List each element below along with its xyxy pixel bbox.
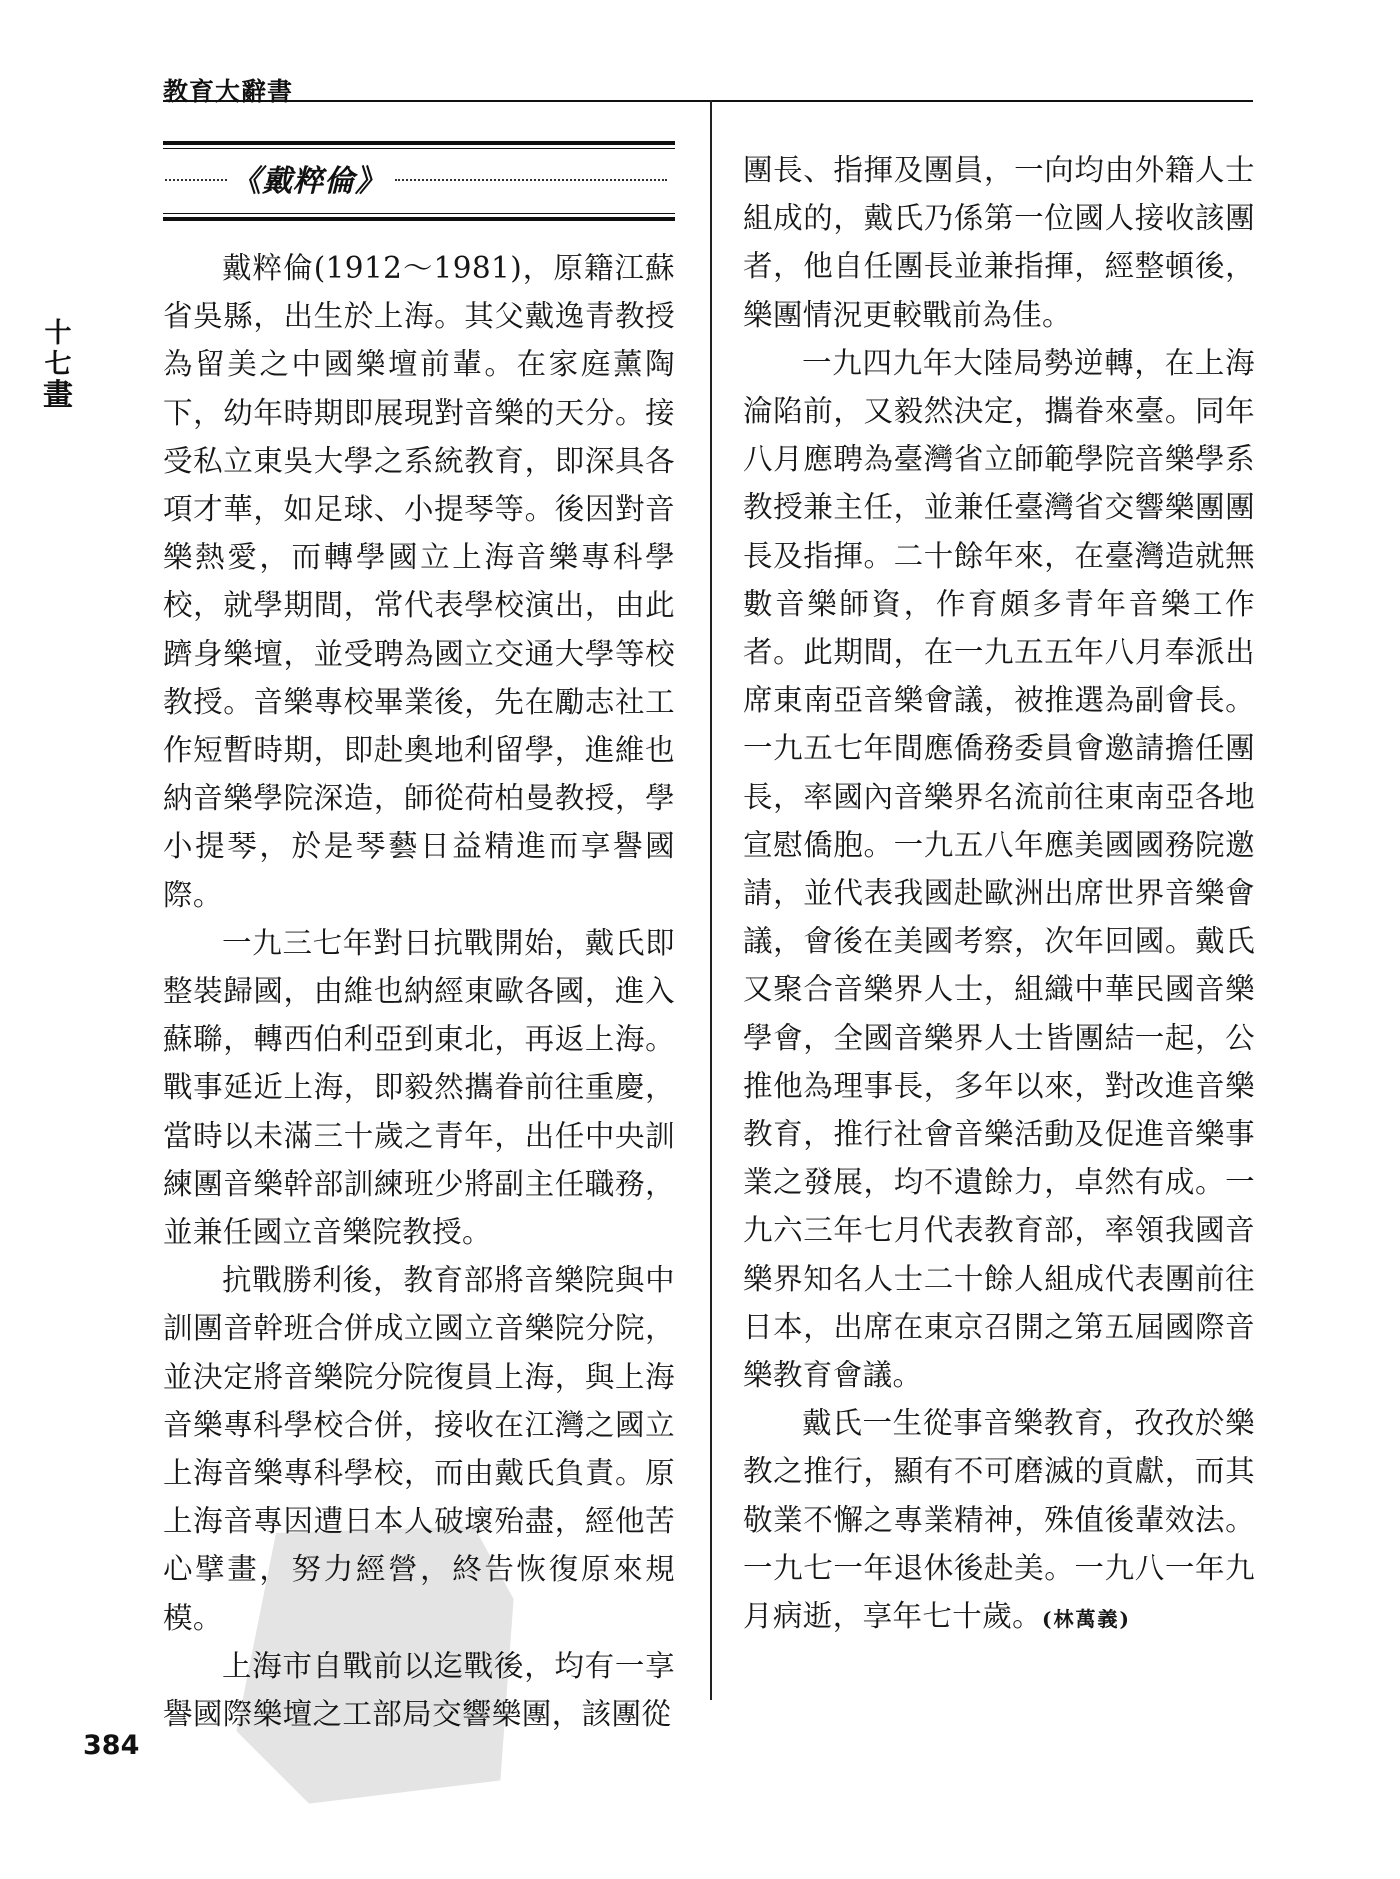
heading-rule [163, 141, 675, 145]
paragraph: 抗戰勝利後，教育部將音樂院與中訓團音幹班合併成立國立音樂院分院，並決定將音樂院分院復員上海，與上海音樂專科學校合併，接收在江灣之國立上海音樂專科學校，而由戴氏負責。原上海音專因遭日本人破壞殆盡，經他苦心擘畫，努力經營，終告恢復原來規模。 [163, 1263, 675, 1635]
paragraph: 一九三七年對日抗戰開始，戴氏即整裝歸國，由維也納經東歐各國，進入蘇聯，轉西伯利亞到東北，再返上海。戰事延近上海，即毅然攜眷前往重慶，當時以未滿三十歲之青年，出任中央訓練團音樂幹部訓練班少將副主任職務，並兼任國立音樂院教授。 [163, 925, 675, 1250]
stroke-tab-char: 畫 [43, 378, 73, 413]
stroke-tab-char: 七 [44, 349, 72, 380]
left-column [163, 244, 675, 1738]
stroke-tab-char: 十 [44, 318, 72, 349]
book-title: 教育大辭書 [163, 77, 294, 106]
entry-heading [163, 141, 675, 221]
column-divider [710, 100, 712, 1700]
heading-rule [163, 213, 675, 214]
heading-rule [163, 217, 675, 221]
paragraph [743, 1399, 1255, 1643]
paragraph: 上海市自戰前以迄戰後，均有一享譽國際樂壇之工部局交響樂團，該團從 [163, 1648, 675, 1732]
paragraph: 戴粹倫(1912～1981)，原籍江蘇省吳縣，出生於上海。其父戴逸青教授為留美之中國樂壇前輩。在家庭薰陶下，幼年時期即展現對音樂的天分。接受私立東吳大學之系統教育，即深具各項才華，如足球、小提琴等。後因對音樂熱愛，而轉學國立上海音樂專科學校，就學期間，常代表學校演出，由此躋身樂壇，並受聘為國立交通大學等校教授。音樂專校畢業後，先在勵志社工作短暫時期，即赴奧地利留學，進維也納音樂學院深造，師從荷柏曼教授，學小提琴，於是琴藝日益精進而享譽國際。 [163, 251, 675, 912]
header-rule [163, 100, 1253, 102]
right-column [743, 146, 1255, 1643]
page-number: 384 [83, 1730, 140, 1761]
paragraph: 一九四九年大陸局勢逆轉，在上海淪陷前，又毅然決定，攜眷來臺。同年八月應聘為臺灣省立師範學院音樂學系教授兼主任，並兼任臺灣省交響樂團團長及指揮。二十餘年來，在臺灣造就無數音樂師資，作育頗多青年音樂工作者。此期間，在一九五五年八月奉派出席東南亞音樂會議，被推選為副會長。一九五七年間應僑務委員會邀請擔任團長，率國內音樂界名流前往東南亞各地宣慰僑胞。一九五八年應美國國務院邀請，並代表我國赴歐洲出席世界音樂會議，會後在美國考察，次年回國。戴氏又聚合音樂界人士，組織中華民國音樂學會，全國音樂界人士皆團結一起，公推他為理事長，多年以來，對改進音樂教育，推行社會音樂活動及促進音樂事業之發展，均不遺餘力，卓然有成。一九六三年七月代表教育部，率領我國音樂界知名人士二十餘人組成代表團前往日本，出席在東京召開之第五屆國際音樂教育會議。 [743, 345, 1255, 1393]
heading-dots [395, 179, 667, 181]
author-signature: (林萬義) [1042, 1607, 1131, 1632]
stroke-count-tab [38, 318, 78, 411]
paragraph-text: 戴氏一生從事音樂教育，孜孜於樂教之推行，顯有不可磨滅的貢獻，而其敬業不懈之專業精神，殊值後輩效法。一九七一年退休後赴美。一九八一年九月病逝，享年七十歲。 [743, 1406, 1255, 1634]
entry-title: 《戴粹倫》 [231, 164, 386, 199]
heading-dots [165, 179, 227, 181]
paragraph-continuation: 團長、指揮及團員，一向均由外籍人士組成的，戴氏乃係第一位國人接收該團者，他自任團長並兼指揮，經整頓後，樂團情況更較戰前為佳。 [743, 153, 1255, 332]
